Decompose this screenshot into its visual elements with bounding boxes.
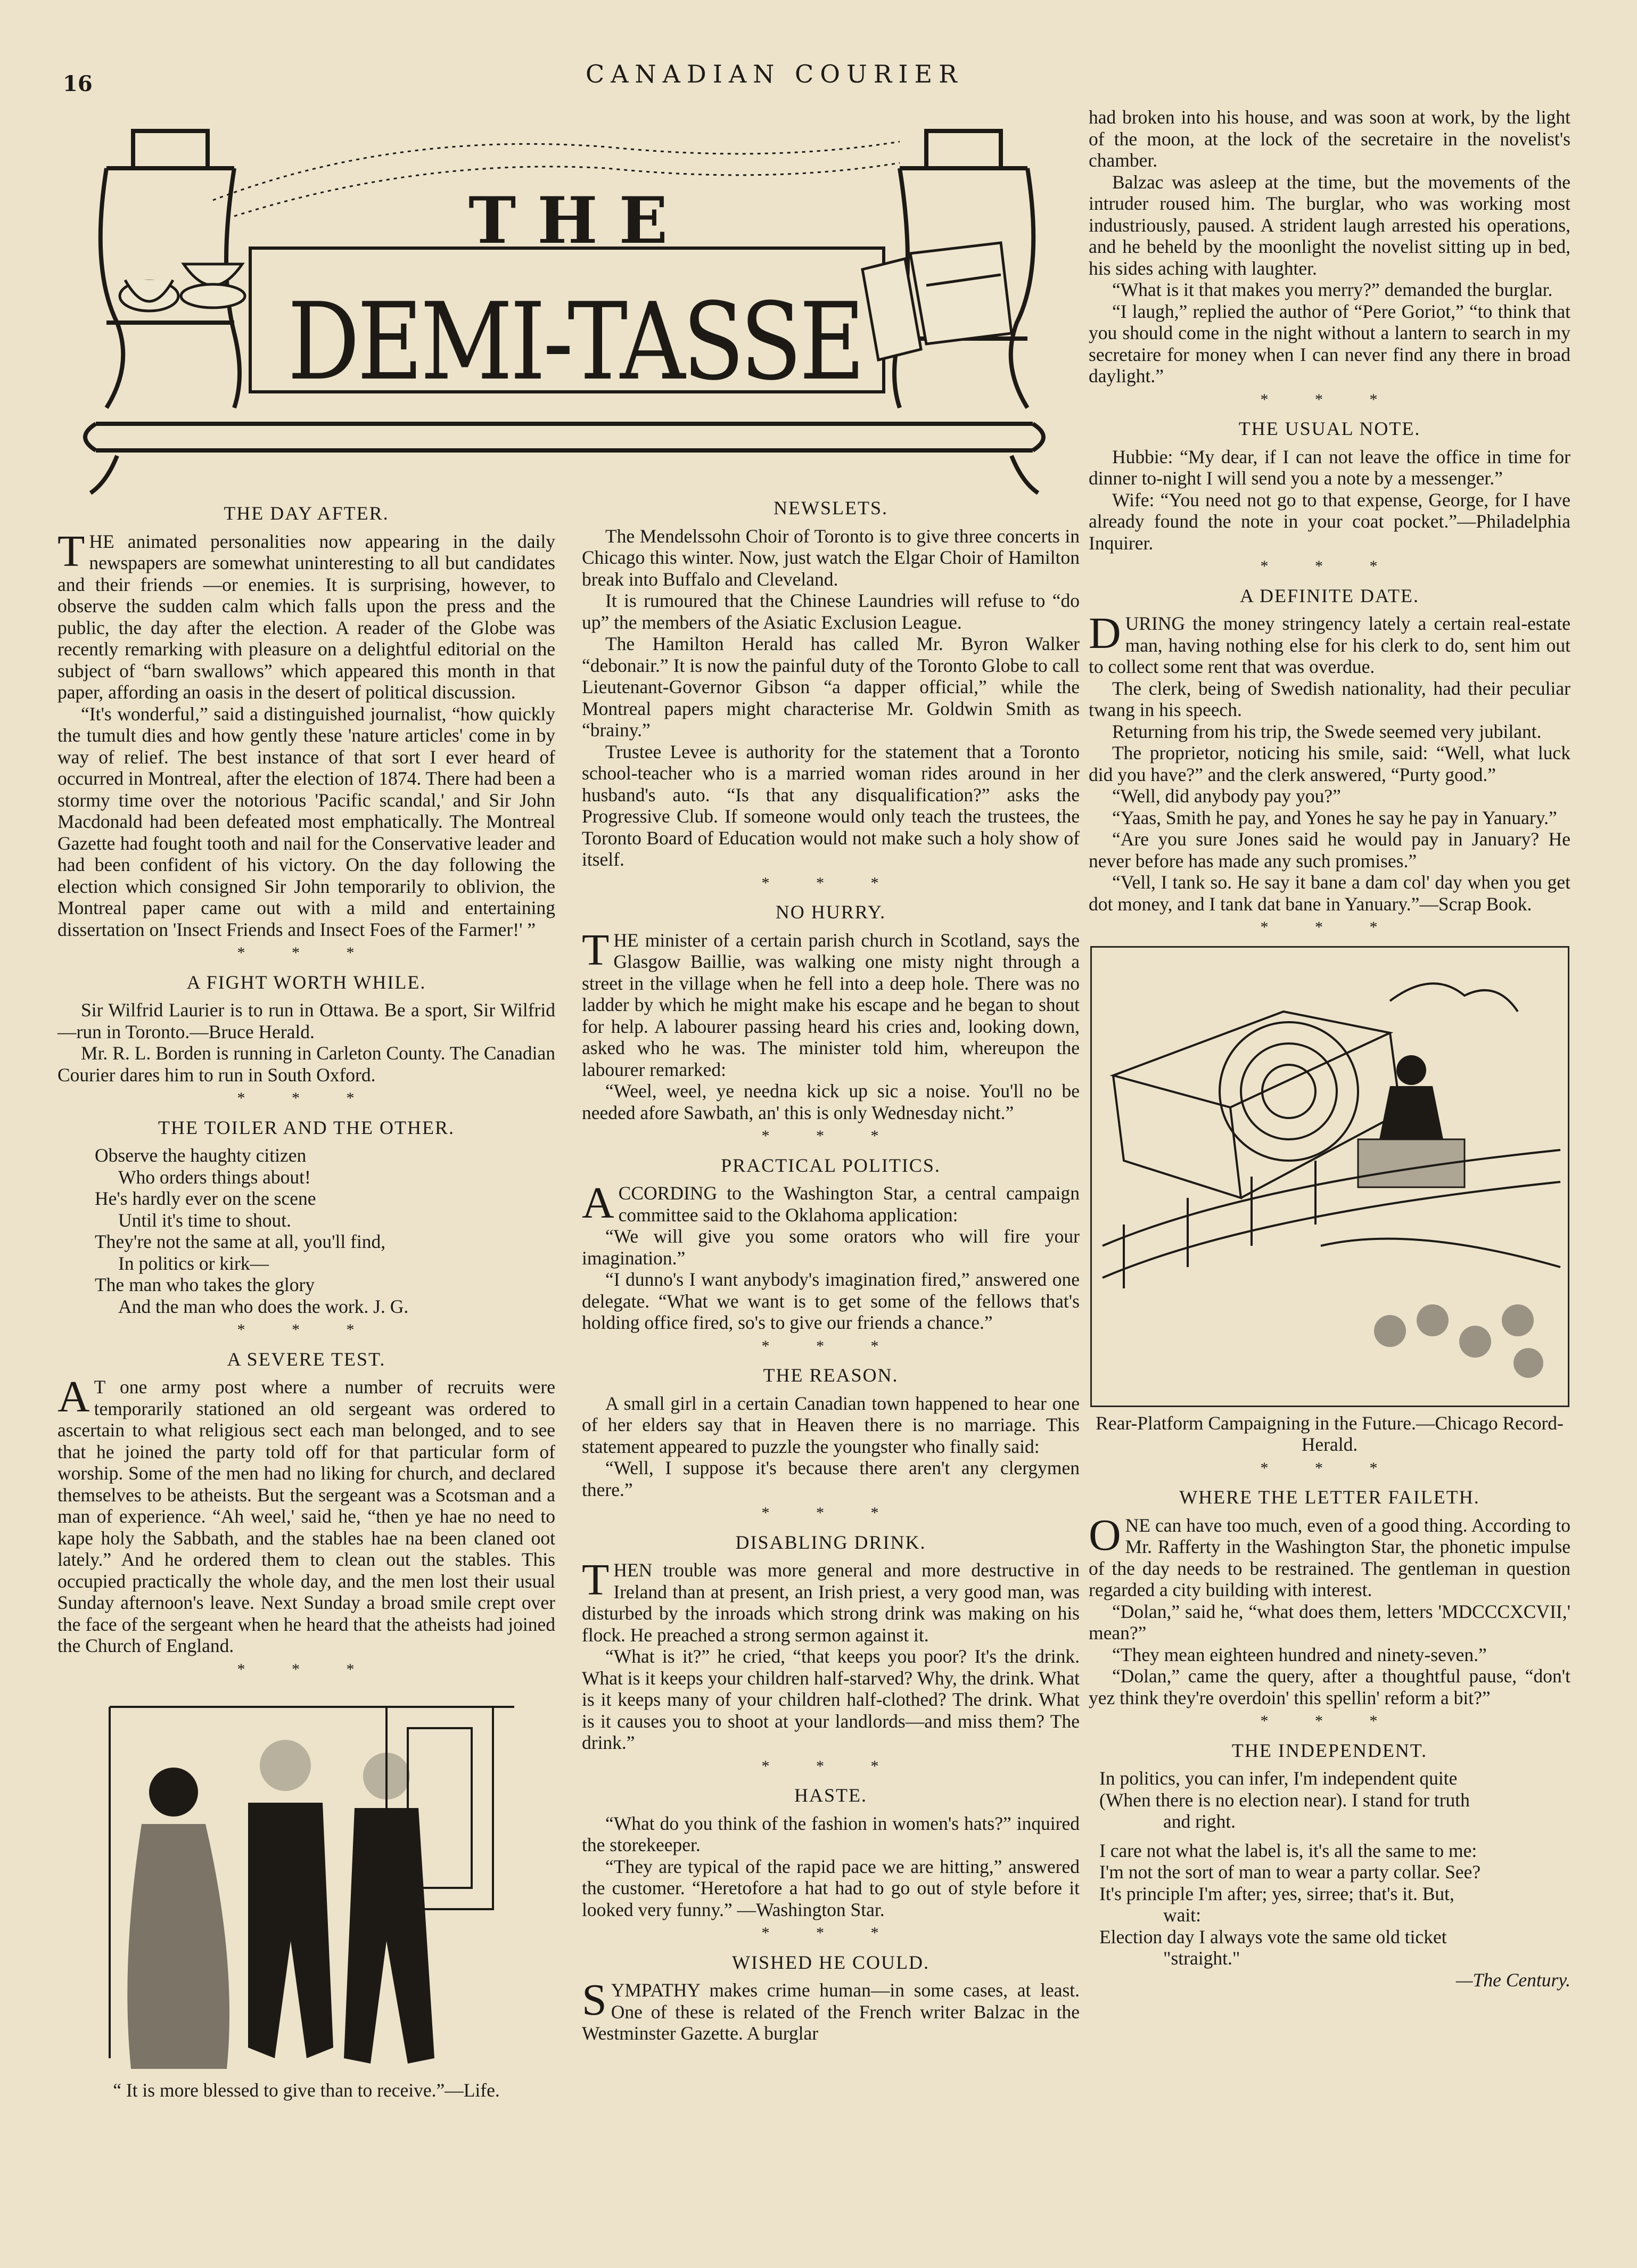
running-head: CANADIAN COURIER xyxy=(586,60,964,88)
heading-practical-politics: PRACTICAL POLITICS. xyxy=(721,1154,941,1176)
para: had broken into his house, and was soon at work, by the light of the moon, at the lock of the secretaire in the novelist's chamber. xyxy=(1089,106,1570,171)
para: “They are typical of the rapid pace we are hitting,” answered the customer. “Heretofore a hat had to go out of style before it looked very funny.” —Washington Star. xyxy=(582,1855,1080,1920)
poem-independent xyxy=(1089,1768,1570,1969)
poem-line: Who orders things about! xyxy=(118,1166,311,1188)
para: ONE can have too much, even of a good thing. According to Mr. Rafferty in the Washington Star, the phonetic impulse of the day needs to be restrained. The gentleman in question regarded a city building with interest. xyxy=(1089,1510,1570,1600)
para: DURING the money stringency lately a certain real-estate man, having nothing else for his clerk to do, sent him out to collect some rent that was overdue. xyxy=(1089,609,1570,677)
poem-line: (When there is no election near). I stand for truth xyxy=(1099,1789,1470,1811)
para: “We will give you some orators who will fire your imagination.” xyxy=(582,1226,1080,1269)
para: “They mean eighteen hundred and ninety-seven.” xyxy=(1112,1644,1487,1665)
poem-line: Until it's time to shout. xyxy=(118,1209,291,1231)
para: “Well, I suppose it's because there aren't any clergymen there.” xyxy=(582,1457,1080,1500)
para: The proprietor, noticing his smile, said: “Well, what luck did you have?” and the clerk answered, “Purty good.” xyxy=(1089,742,1570,785)
cartoon-caption: Rear-Platform Campaigning in the Future.—Chicago Record-Herald. xyxy=(1096,1412,1564,1455)
para: The clerk, being of Swedish nationality, had their peculiar twang in his speech. xyxy=(1089,677,1570,720)
para: “What is it?” he cried, “that keeps you poor? It's the drink. What is it keeps your children half-starved? Why, the drink. What is it keeps many of your children half-clothed? The drink. What is it causes you to shoot at your landlords—and miss them? The drink.” xyxy=(582,1646,1080,1753)
poem-line: I care not what the label is, it's all the same to me: xyxy=(1099,1839,1477,1861)
heading-wished: WISHED HE COULD. xyxy=(732,1951,929,1973)
illustration-giving xyxy=(88,1686,525,2080)
banner-title: DEMI-TASSE xyxy=(287,280,862,404)
para: The Mendelssohn Choir of Toronto is to give three concerts in Chicago this winter. Now, just watch the Elgar Choir of Hamilton break into Buffalo and Cleveland. xyxy=(582,525,1080,590)
para: Returning from his trip, the Swede seemed very jubilant. xyxy=(1112,720,1542,742)
section-divider: * * * xyxy=(237,1321,376,1338)
section-divider: * * * xyxy=(761,1504,900,1522)
section-divider: * * * xyxy=(761,874,900,892)
poem-line: Observe the haughty citizen xyxy=(95,1145,307,1166)
section-divider: * * * xyxy=(1260,557,1399,575)
para: THE animated personalities now appearing in the daily newspapers are somewhat uninteresting to all but candidates and their friends —or enemies. It is surprising, however, to observe the sudden calm which falls upon the press and the public, the day after the election. A reader of the Globe was recently remarking with pleasure on a delightful editorial on the subject of “barn swallows” which appeared this month in that paper, affording an oasis in the desert of political discussion. xyxy=(57,526,555,703)
heading-day-after: THE DAY AFTER. xyxy=(224,503,389,524)
poem-line: It's principle I'm after; yes, sirree; that's it. But, xyxy=(1099,1883,1454,1904)
poem-line: "straight." xyxy=(1163,1947,1240,1969)
para: “What is it that makes you merry?” demanded the burglar. xyxy=(1112,279,1553,300)
column-right xyxy=(1089,106,1570,1991)
poem-line xyxy=(1099,1833,1570,1840)
para: Trustee Levee is authority for the statement that a Toronto school-teacher who is a married woman rides around in her husband's auto. “Is that any disqualification?” asks the Progressive Club. If someone would only teach the trustees, the Toronto Board of Education would not make such a holy show of itself. xyxy=(582,741,1080,870)
poem-credit: —The Century. xyxy=(1456,1969,1570,1991)
section-divider: * * * xyxy=(1260,390,1399,408)
heading-toiler: THE TOILER AND THE OTHER. xyxy=(158,1116,455,1138)
section-divider: * * * xyxy=(761,1757,900,1775)
para: SYMPATHY makes crime human—in some cases, at least. One of these is related of the French writer Balzac in the Westminster Gazette. A burglar xyxy=(582,1975,1080,2044)
section-divider: * * * xyxy=(237,944,376,962)
section-divider: * * * xyxy=(761,1337,900,1355)
section-divider: * * * xyxy=(1260,1459,1399,1477)
para: “What do you think of the fashion in women's hats?” inquired the storekeeper. xyxy=(582,1812,1080,1855)
poem-line: He's hardly ever on the scene xyxy=(95,1188,316,1209)
para: “Vell, I tank so. He say it bane a dam col' day when you get dot money, and I tank dat bane in Yanuary.”—Scrap Book. xyxy=(1089,872,1570,915)
heading-definite-date: A DEFINITE DATE. xyxy=(1240,585,1419,606)
para: “Weel, weel, ye needna kick up sic a noise. You'll no be needed afore Sawbath, an' this is only Wednesday nicht.” xyxy=(582,1080,1080,1123)
para: THEN trouble was more general and more destructive in Ireland than at present, an Irish priest, a very good man, was disturbed by the inroads which strong drink was making on his flock. He preached a strong sermon against it. xyxy=(582,1555,1080,1646)
para: Hubbie: “My dear, if I can not leave the office in time for dinner to-night I will send you a note by a messenger.” xyxy=(1089,446,1570,489)
para: Sir Wilfrid Laurier is to run in Ottawa. Be a sport, Sir Wilfrid—run in Toronto.—Bruce Herald. xyxy=(57,999,555,1042)
poem-line: wait: xyxy=(1163,1904,1201,1926)
heading-disabling-drink: DISABLING DRINK. xyxy=(735,1531,926,1553)
poem-line: and right. xyxy=(1163,1811,1236,1832)
section-divider: * * * xyxy=(1260,918,1399,936)
section-divider: * * * xyxy=(761,1127,900,1145)
heading-severe-test: A SEVERE TEST. xyxy=(227,1348,386,1370)
poem-line: In politics or kirk— xyxy=(118,1252,269,1274)
poem-line: The man who takes the glory xyxy=(95,1274,315,1295)
para: “Well, did anybody pay you?” xyxy=(1112,785,1341,807)
column-left xyxy=(57,495,555,2101)
para: ACCORDING to the Washington Star, a central campaign committee said to the Oklahoma application: xyxy=(582,1178,1080,1228)
heading-haste: HASTE. xyxy=(794,1785,867,1806)
heading-no-hurry: NO HURRY. xyxy=(775,901,886,923)
section-divider: * * * xyxy=(237,1660,376,1678)
para: It is rumoured that the Chinese Laundries will refuse to “do up” the members of the Asiatic Exclusion League. xyxy=(582,590,1080,633)
illustration-caption: “ It is more blessed to give than to receive.”—Life. xyxy=(113,2080,500,2101)
column-middle xyxy=(582,490,1080,2044)
poem-line: And the man who does the work. J. G. xyxy=(118,1295,409,1317)
heading-reason: THE REASON. xyxy=(763,1365,899,1386)
heading-letter-faileth: WHERE THE LETTER FAILETH. xyxy=(1179,1486,1480,1508)
poem-line: They're not the same at all, you'll find, xyxy=(95,1231,386,1252)
section-divider: * * * xyxy=(1260,1712,1399,1730)
para: THE minister of a certain parish church in Scotland, says the Glasgow Baillie, was walking one misty night through a street in the village when he fell into a deep hole. There was no ladder by which he might make his escape and he began to shout for help. A labourer passing heard his cries and, looking down, asked who he was. The minister told him, whereupon the labourer remarked: xyxy=(582,925,1080,1080)
para: The Hamilton Herald has called Mr. Byron Walker “debonair.” It is now the painful duty of the Toronto Globe to call Lieutenant-Governor Gibson “a dapper official,” while the Montreal papers might characterise Mr. Goldwin Smith as “brainy.” xyxy=(582,633,1080,741)
para: “I dunno's I want anybody's imagination fired,” answered one delegate. “What we want is to get some of the fellows that's holding office fired, so's to give our friends a chance.” xyxy=(582,1269,1080,1333)
para: “I laugh,” replied the author of “Pere Goriot,” “to think that you should come in the night without a lantern to search in my secretaire for money when I can never find any there in broad daylight.” xyxy=(1089,300,1570,387)
heading-fight: A FIGHT WORTH WHILE. xyxy=(186,971,426,993)
para: “Dolan,” said he, “what does them, letters 'MDCCCXCVII,' mean?” xyxy=(1089,1600,1570,1644)
para: Wife: “You need not go to that expense, George, for I have already found the note in your coat pocket.”—Philadelphia Inquirer. xyxy=(1089,489,1570,554)
section-divider: * * * xyxy=(237,1089,376,1107)
heading-newslets: NEWSLETS. xyxy=(774,497,888,519)
poem-line: Election day I always vote the same old ticket xyxy=(1099,1926,1447,1947)
para: “Dolan,” came the query, after a thoughtful pause, “don't yez think they're overdoin' this spellin' reform a bit?” xyxy=(1089,1665,1570,1708)
heading-usual-note: THE USUAL NOTE. xyxy=(1238,418,1421,439)
cartoon-campaigning xyxy=(1090,946,1569,1407)
section-divider: * * * xyxy=(761,1924,900,1942)
para: Mr. R. L. Borden is running in Carleton County. The Canadian Courier dares him to run in South Oxford. xyxy=(57,1042,555,1086)
para: A small girl in a certain Canadian town happened to hear one of her elders say that in Heaven there is no marriage. This statement appeared to puzzle the youngster who finally said: xyxy=(582,1392,1080,1457)
poem-line: I'm not the sort of man to wear a party collar. See? xyxy=(1099,1861,1481,1883)
heading-independent: THE INDEPENDENT. xyxy=(1231,1739,1428,1761)
demi-tasse-banner xyxy=(75,110,1059,498)
para: “Are you sure Jones said he would pay in January? He never before has made any such promises.” xyxy=(1089,828,1570,872)
para: Balzac was asleep at the time, but the movements of the intruder roused him. The burglar, who was working most industriously, paused. A strident laugh arrested his operations, and he beheld by the moonlight the novelist sitting up in bed, his sides aching with laughter. xyxy=(1089,171,1570,279)
page-number: 16 xyxy=(63,71,93,96)
para: “It's wonderful,” said a distinguished journalist, “how quickly the tumult dies and how gently these 'nature articles' come in by way of relief. The best instance of that sort I ever heard of occurred in Montreal, after the election of 1874. There had been a stormy time over the notorious 'Pacific scandal,' and Sir John Macdonald had been defeated most emphatically. The Montreal Gazette had fought tooth and nail for the Conservative leader and had been confident of his victory. On the day following the election which consigned Sir John temporarily to oblivion, the Montreal paper came out with a mild and entertaining dissertation on 'Insect Friends and Insect Foes of the Farmer!' ” xyxy=(57,703,555,940)
banner-the: THE xyxy=(468,183,689,258)
para: “Yaas, Smith he pay, and Yones he say he pay in Yanuary.” xyxy=(1112,807,1557,828)
para: AT one army post where a number of recruits were temporarily stationed an old sergeant was ordered to ascertain to what religious sect each man belonged, and to see that he joined the party told off for that particular form of worship. Some of the men had no liking for church, and declared themselves to be atheists. But the sergeant was a Scotsman and a man of experience. “Ah weel,' said he, “then ye hae no need to kape holy the Sabbath, and the stables hae na been claned oot lately.” And he ordered them to clean out the stables. This occupied practically the whole day, and the men lost their usual Sunday afternoon's leave. Next Sunday a broad smile crept over the face of the sergeant when he heard that the atheists had joined the Church of England. xyxy=(57,1372,555,1656)
poem-line: In politics, you can infer, I'm independent quite xyxy=(1099,1768,1458,1789)
poem xyxy=(95,1145,555,1317)
